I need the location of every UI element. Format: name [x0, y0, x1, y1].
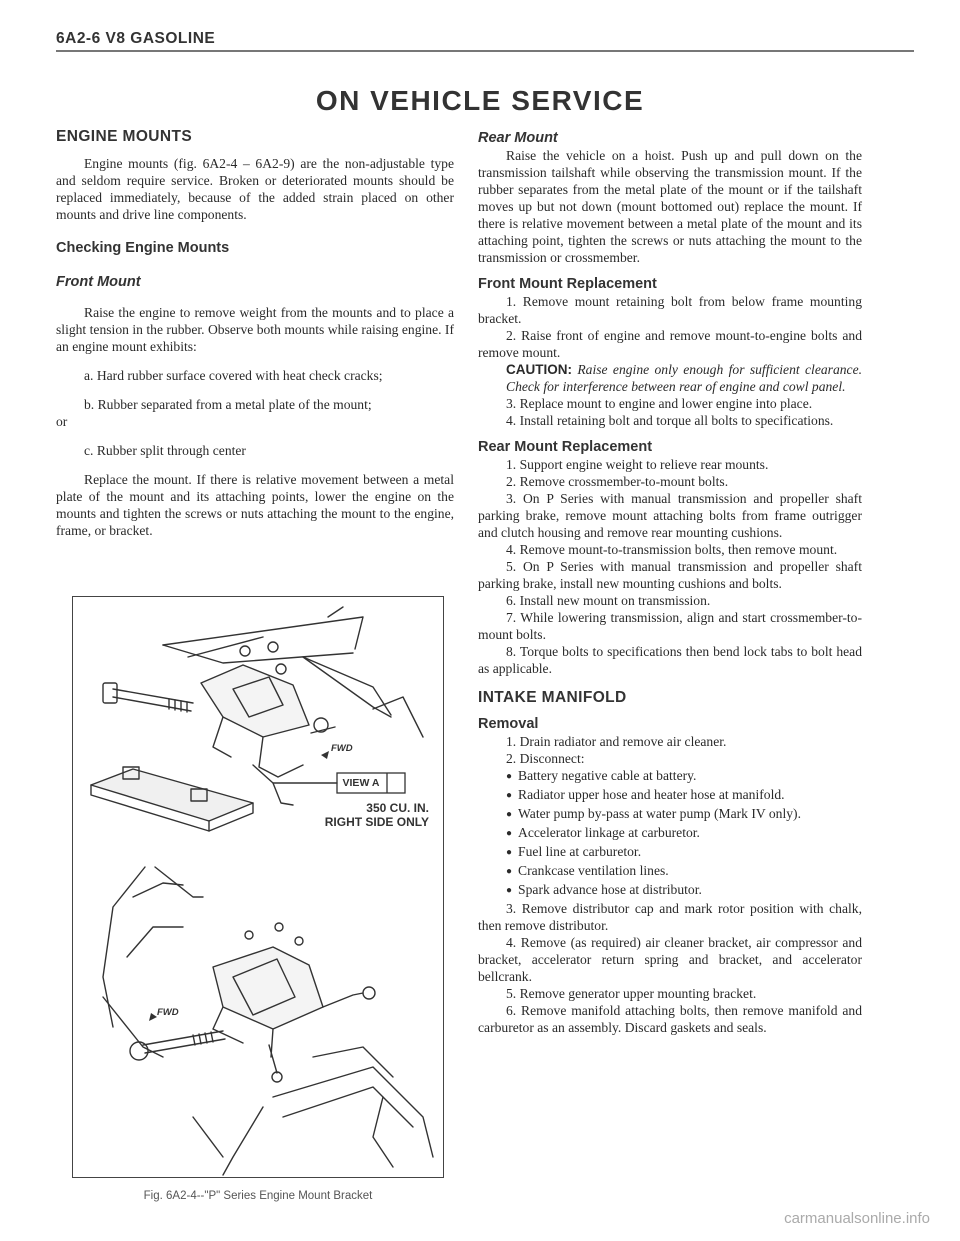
bullet-item: ● Accelerator linkage at carburetor. — [478, 824, 862, 843]
engine-label — [273, 801, 429, 829]
bullet-item: ● Fuel line at carburetor. — [478, 843, 862, 862]
removal-step-1: 1. Drain radiator and remove air cleaner. — [506, 734, 727, 749]
engine-label-line-2: RIGHT SIDE ONLY — [324, 815, 429, 829]
figure-engine-mount-bracket — [72, 596, 444, 1178]
heading-rear-mount-replacement: Rear Mount Replacement — [478, 439, 653, 455]
removal-step-2: 2. Disconnect: — [506, 751, 585, 766]
heading-engine-mounts: ENGINE MOUNTS — [56, 128, 193, 145]
heading-front-mount: Front Mount — [56, 274, 141, 290]
bullet-item: ● Radiator upper hose and heater hose at manifold. — [478, 786, 862, 805]
fwd-label-top: FWD — [331, 743, 353, 754]
caution-text: Raise engine only enough for sufficient clearance. Check for interference between rear of engine and cowl panel. — [506, 362, 863, 394]
fwd-label-bottom: FWD — [157, 1007, 179, 1018]
bullet-item: ● Water pump by-pass at water pump (Mark IV only). — [478, 805, 862, 824]
heading-front-mount-replacement: Front Mount Replacement — [478, 276, 657, 292]
rear-step-1: 1. Support engine weight to relieve rear mounts. — [506, 457, 769, 472]
paragraph-replace: Replace the mount. If there is relative movement between a metal plate of the mount and its attaching points, lower the engine on the mounts and tighten the screws or nuts attaching the mount to the engine, frame, or bracket. — [56, 472, 454, 538]
rear-step-4: 4. Remove mount-to-transmission bolts, then remove mount. — [506, 542, 838, 557]
rear-step-2: 2. Remove crossmember-to-mount bolts. — [506, 474, 729, 489]
heading-checking-engine-mounts: Checking Engine Mounts — [56, 240, 230, 256]
engine-label-line-1: 350 CU. IN. — [366, 801, 429, 815]
figure-illustration — [73, 597, 443, 1177]
paragraph-engine-mounts: Engine mounts (fig. 6A2-4 – 6A2-9) are the non-adjustable type and seldom require service. Broken or deteriorated mounts should be replaced immediately, because of the added strain placed on other mounts and drive line components. — [56, 156, 454, 222]
front-step-1: 1. Remove mount retaining bolt from below frame mounting bracket. — [478, 294, 862, 326]
bullet-item: ● Battery negative cable at battery. — [478, 767, 862, 786]
removal-step-5: 5. Remove generator upper mounting bracket. — [506, 986, 757, 1001]
rear-step-3: 3. On P Series with manual transmission and propeller shaft parking brake, remove mount attaching bolts from frame outrigger and clutch housing and remove rear mounting cushions. — [478, 491, 862, 540]
front-step-4: 4. Install retaining bolt and torque all bolts to specifications. — [506, 413, 834, 428]
heading-intake-manifold: INTAKE MANIFOLD — [478, 689, 627, 706]
page-header: 6A2-6 V8 GASOLINE — [56, 30, 216, 47]
right-column — [478, 128, 862, 1036]
front-step-2: 2. Raise front of engine and remove mount-to-engine bolts and remove mount. — [478, 328, 862, 360]
figure-caption: Fig. 6A2-4--"P" Series Engine Mount Bracket — [143, 1190, 373, 1202]
bullet-item: ● Crankcase ventilation lines. — [478, 862, 862, 881]
watermark: carmanualsonline.info — [784, 1210, 930, 1227]
removal-step-6: 6. Remove manifold attaching bolts, then remove manifold and carburetor as an assembly. Discard gaskets and seals. — [478, 1003, 862, 1035]
bullet-item: ● Spark advance hose at distributor. — [478, 881, 862, 900]
rear-step-8: 8. Torque bolts to specifications then bend lock tabs to bolt head as applicable. — [478, 644, 862, 676]
paragraph-front-mount: Raise the engine to remove weight from the mounts and to place a slight tension in the rubber. Observe both mounts while raising engine. If an engine mount exhibits: — [56, 305, 454, 354]
text-or: or — [56, 414, 68, 429]
rear-step-7: 7. While lowering transmission, align and start crossmember-to-mount bolts. — [478, 610, 862, 642]
page-title: ON VEHICLE SERVICE — [315, 85, 645, 116]
removal-step-4: 4. Remove (as required) air cleaner bracket, air compressor and bracket, accelerator return spring and bracket, and accelerator bellcrank. — [478, 935, 862, 984]
view-label: VIEW A — [342, 777, 380, 789]
heading-rear-mount: Rear Mount — [478, 130, 558, 146]
front-step-3: 3. Replace mount to engine and lower engine into place. — [506, 396, 813, 411]
list-item-b: b. Rubber separated from a metal plate of the mount; — [84, 397, 372, 412]
list-item-c: c. Rubber split through center — [84, 443, 246, 458]
header-rule — [56, 50, 914, 52]
rear-step-5: 5. On P Series with manual transmission and propeller shaft parking brake, install new mounting cushions and bolts. — [478, 559, 862, 591]
caution-note — [478, 361, 862, 395]
paragraph-rear-mount: Raise the vehicle on a hoist. Push up and pull down on the transmission tailshaft while observing the transmission mount. If the rubber separates from the metal plate of the mount or if the tailshaft moves up but not down (mount bottomed out) replace the mount. If there is relative movement between a metal plate of the mount and its attaching point, tighten the screws or nuts attaching the mount to the transmission or crossmember. — [478, 148, 862, 265]
heading-removal: Removal — [478, 716, 539, 732]
caution-label: CAUTION: — [506, 362, 572, 377]
left-column — [56, 128, 454, 539]
list-item-a: a. Hard rubber surface covered with heat check cracks; — [84, 368, 383, 383]
removal-step-3: 3. Remove distributor cap and mark rotor position with chalk, then remove distributor. — [478, 901, 862, 933]
rear-step-6: 6. Install new mount on transmission. — [506, 593, 711, 608]
